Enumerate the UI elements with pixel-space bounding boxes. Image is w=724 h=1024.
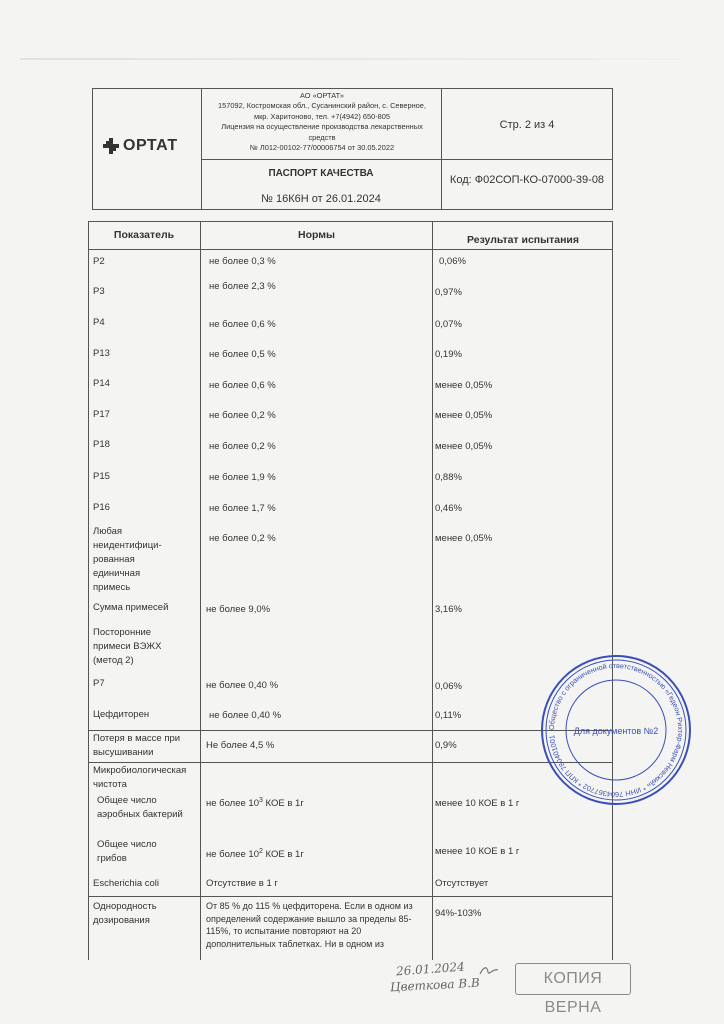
document-header [92, 88, 613, 210]
uniformity-parameter: Однородность дозирования [93, 901, 157, 926]
signature-scribble-icon [478, 964, 500, 978]
micro-fungi-norm-exponent: 2 [259, 848, 263, 855]
table-border [88, 221, 613, 222]
micro-fungi-parameter: Общее число грибов [97, 839, 157, 864]
row-result: 0,07% [435, 319, 462, 330]
row-norm: не более 0,6 % [209, 319, 276, 330]
loss-result: 0,9% [435, 740, 457, 751]
row-parameter: P13 [93, 348, 110, 359]
row-parameter: P17 [93, 409, 110, 420]
row-result: 0,46% [435, 503, 462, 514]
table-border [88, 221, 89, 960]
company-line: мкр. Харитоново, тел. +7(4942) 650-805 [253, 111, 391, 121]
micro-fungi-norm-prefix: не более 10 [206, 849, 260, 861]
row-parameter: P3 [93, 286, 105, 297]
row-norm: не более 0,2 % [209, 410, 276, 421]
header-divider [201, 159, 441, 160]
ortat-logo-icon [103, 138, 119, 154]
row-result: 0,06% [439, 256, 466, 267]
row-parameter: P4 [93, 317, 105, 328]
row-norm: не более 0,40 % [209, 710, 282, 721]
micro-fungi-norm-suffix: КОЕ в 1г [262, 849, 304, 861]
header-divider [441, 159, 613, 160]
row-divider [88, 896, 613, 897]
micro-fungi-norm [206, 845, 432, 862]
document-code: Код: Ф02СОП-КО-07000-39-08 [449, 174, 605, 186]
company-info [203, 91, 441, 153]
micro-parameter: Микробиологическая чистота [93, 765, 187, 790]
row-result: менее 0,05% [435, 441, 493, 452]
micro-aerobic-result: менее 10 КОЕ в 1 г [435, 798, 520, 809]
column-divider [200, 221, 201, 960]
row-parameter: Цефдиторен [93, 709, 150, 720]
row-norm: не более 0,3 % [209, 256, 276, 267]
micro-ecoli-parameter: Escherichia coli [93, 878, 159, 889]
row-norm: не более 1,7 % [209, 503, 276, 514]
row-result: 0,97% [435, 287, 462, 298]
company-line: 157092, Костромская обл., Сусанинский район, с. Северное, [218, 101, 426, 111]
company-line: Лицензия на осуществление производства лекарственных [221, 122, 423, 132]
row-result: менее 0,05% [435, 380, 493, 391]
row-result: 3,16% [435, 604, 462, 615]
micro-aerobic-norm-suffix: КОЕ в 1г [262, 798, 304, 810]
row-parameter: P16 [93, 502, 110, 513]
row-divider [88, 730, 613, 731]
row-norm: не более 0,40 % [206, 680, 279, 691]
signature-date: 26.01.2024 [395, 959, 466, 979]
row-parameter: P15 [93, 471, 110, 482]
page-number: Стр. 2 из 4 [499, 119, 555, 131]
scan-artifact [20, 58, 680, 60]
loss-parameter: Потеря в массе при высушивании [93, 733, 181, 758]
document-number: № 16К6Н от 26.01.2024 [261, 193, 381, 205]
row-divider [88, 762, 613, 763]
row-norm: не более 0,6 % [209, 380, 276, 391]
certified-copy-stamp: КОПИЯ ВЕРНА [515, 963, 631, 995]
row-parameter: P2 [93, 256, 105, 267]
row-parameter: Сумма примесей [93, 602, 169, 613]
logo-text: ОРТАТ [123, 137, 178, 154]
row-parameter: P7 [93, 678, 105, 689]
stamp-ring-text: Общество с ограниченной ответственностью «Гедеон Рихтер-Фарм Невский» * ИНН 7604367702 * КПП 780401001 [546, 660, 686, 800]
micro-aerobic-norm-prefix: не более 10 [206, 798, 260, 810]
uniformity-result: 94%-103% [435, 908, 482, 919]
loss-norm: Не более 4,5 % [206, 740, 275, 751]
column-header-norm: Нормы [297, 229, 335, 241]
row-norm: не более 0,5 % [209, 349, 276, 360]
row-result: 0,06% [435, 681, 462, 692]
uniformity-norm: От 85 % до 115 % цефдиторена. Если в одном из определений содержание вышло за пределы 85-115%, то испытание повторяют на 20 дополнительных таблетках. Ни в одном из [206, 901, 413, 949]
company-line: средств [308, 132, 336, 142]
micro-aerobic-parameter: Общее число аэробных бактерий [97, 795, 183, 820]
row-parameter: P18 [93, 439, 110, 450]
row-result: 0,11% [435, 710, 462, 721]
micro-aerobic-norm-exponent: 3 [259, 797, 263, 804]
row-norm: не более 1,9 % [209, 472, 276, 483]
header-divider [201, 89, 202, 209]
row-divider [88, 249, 613, 250]
micro-ecoli-norm: Отсутствие в 1 г [206, 878, 278, 889]
row-norm: не более 2,3 % [209, 281, 276, 292]
row-norm: не более 9,0% [206, 604, 271, 615]
row-parameter: Любая неидентифици-рованная единичная примесь [93, 526, 162, 593]
row-norm: не более 0,2 % [209, 441, 276, 452]
micro-ecoli-result: Отсутствует [435, 878, 489, 889]
column-header-parameter: Показатель [113, 229, 175, 241]
company-line: АО «ОРТАТ» [300, 91, 344, 100]
document-title: ПАСПОРТ КАЧЕСТВА [268, 168, 374, 179]
row-norm: не более 0,2 % [209, 533, 276, 544]
micro-aerobic-norm [206, 794, 432, 811]
row-result: менее 0,05% [435, 410, 493, 421]
header-divider [441, 89, 442, 209]
handwritten-signature [382, 959, 502, 1002]
table-border [612, 221, 613, 960]
row-result: 0,19% [435, 349, 462, 360]
stamp-center-text: Для документов №2 [573, 726, 659, 736]
company-logo [103, 135, 199, 157]
row-parameter: P14 [93, 378, 110, 389]
column-header-result: Результат испытания [467, 234, 579, 246]
signature-name: Цветкова В.В [389, 975, 481, 995]
micro-fungi-result: менее 10 КОЕ в 1 г [435, 846, 520, 857]
company-line: № Л012-00102-77/00006754 от 30.05.2022 [249, 143, 395, 153]
round-stamp [538, 652, 694, 808]
row-parameter: Посторонние примеси ВЭЖХ (метод 2) [93, 627, 162, 666]
row-result: 0,88% [435, 472, 462, 483]
row-result: менее 0,05% [435, 533, 493, 544]
quality-table [88, 221, 613, 960]
